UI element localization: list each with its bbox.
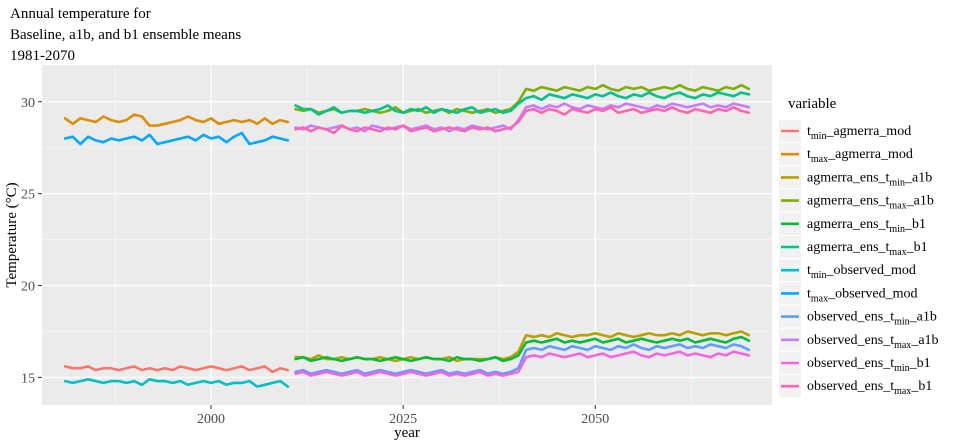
legend-label: $observed\_ens\_t_{max}\_b1$: [807, 379, 933, 398]
legend-label: $t_{max}\_observed\_mod$: [807, 286, 918, 305]
y-axis-title: Temperature (°C): [4, 182, 20, 288]
legend-label: $agmerra\_ens\_t_{min}\_b1$: [807, 216, 926, 235]
legend-label: $observed\_ens\_t_{min}\_b1$: [807, 356, 931, 374]
legend-label: $agmerra\_ens\_t_{max}\_b1$: [807, 240, 928, 258]
legend-label: $t_{max}\_agmerra\_mod$: [807, 147, 913, 166]
x-tick-label: 2000: [197, 412, 226, 427]
chart-title-line-1: Annual temperature for: [10, 6, 151, 22]
y-tick-label: 25: [21, 187, 35, 203]
x-tick-label: 2025: [389, 412, 418, 427]
y-tick-label: 15: [21, 371, 35, 387]
legend-label: $t_{min}\_observed\_mod$: [807, 263, 916, 282]
legend-label: $agmerra\_ens\_t_{max}\_a1b$: [807, 193, 934, 212]
legend-label: $observed\_ens\_t_{min}\_a1b$: [807, 309, 937, 328]
chart-title-line-3: 1981-2070: [10, 48, 75, 64]
legend-label: $agmerra\_ens\_t_{min}\_a1b$: [807, 170, 933, 189]
legend-label: $observed\_ens\_t_{max}\_a1b$: [807, 332, 939, 351]
legend-label: $t_{min}\_agmerra\_mod$: [807, 124, 912, 142]
x-axis-title: year: [394, 425, 420, 441]
legend: [779, 96, 939, 397]
y-tick-label: 20: [21, 279, 35, 295]
legend-title: variable: [788, 96, 837, 112]
y-tick-label: 30: [21, 95, 35, 111]
chart-title-line-2: Baseline, a1b, and b1 ensemble means: [10, 27, 242, 43]
x-tick-label: 2050: [581, 412, 610, 427]
